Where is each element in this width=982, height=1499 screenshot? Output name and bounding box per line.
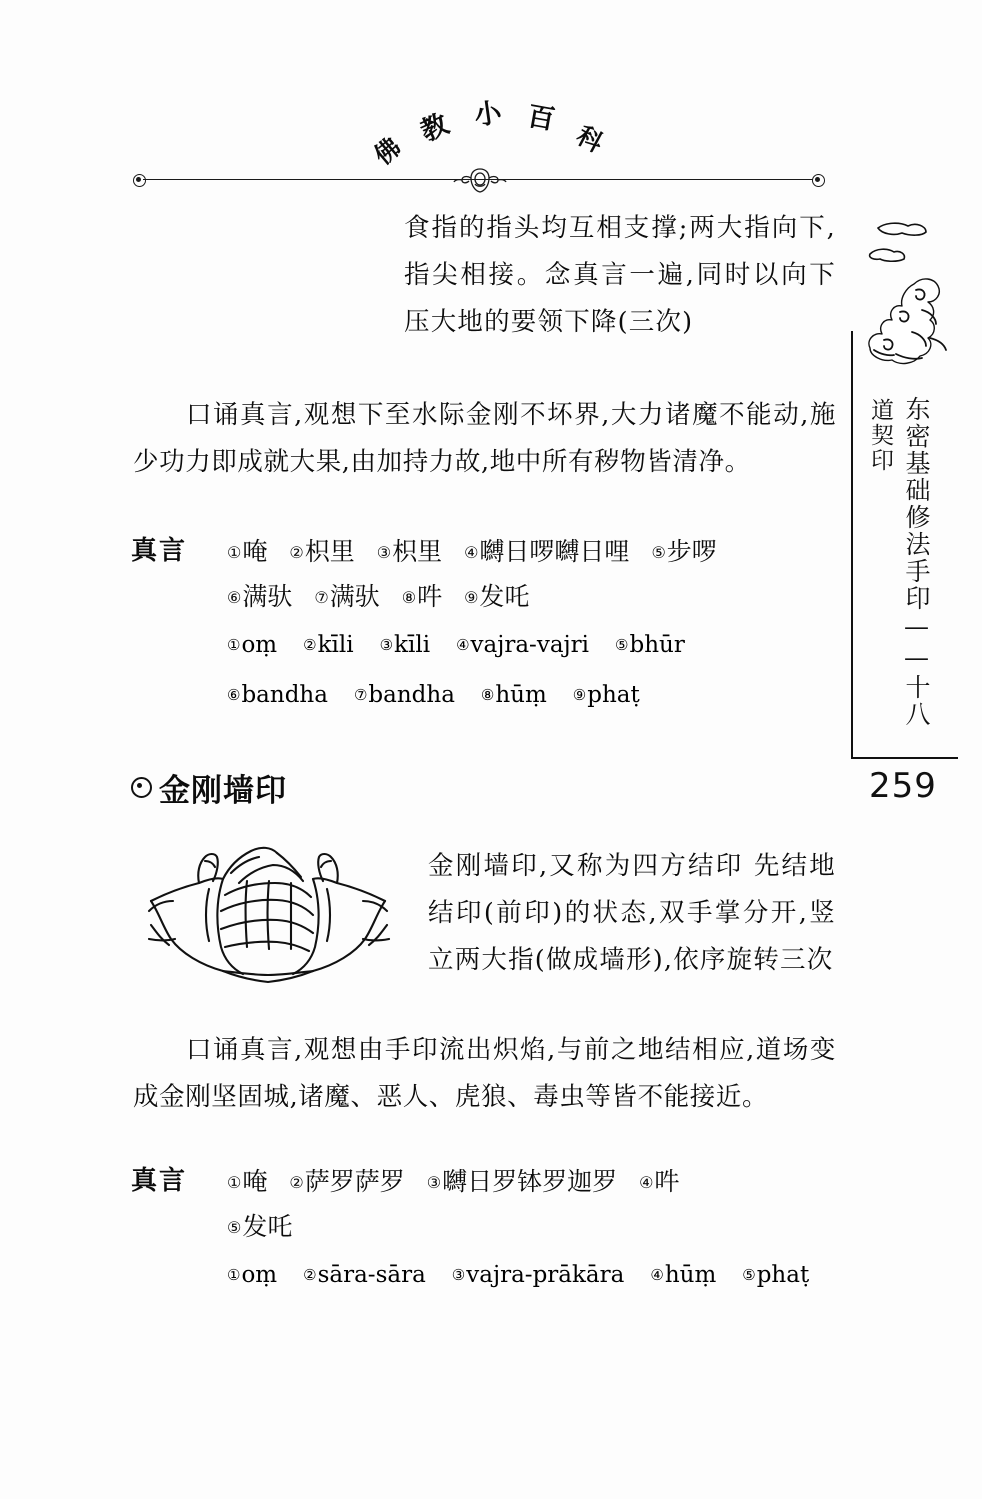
mantra-item-text: 满驮 — [329, 582, 380, 611]
mantra-item-text: 萨罗萨罗 — [304, 1167, 405, 1196]
mantra-cjk-row — [227, 1205, 841, 1250]
mantra-item-number: ② — [303, 636, 317, 654]
mantra-item-text: vajra-prākāra — [466, 1262, 625, 1288]
mantra-item-number: ④ — [456, 636, 470, 654]
mantra-item — [427, 1160, 617, 1205]
mantra-item-number: ⑤ — [615, 636, 629, 654]
mantra-item-text: phaṭ — [756, 1262, 810, 1288]
body-paragraph-2 — [133, 1027, 836, 1121]
mantra-item-number: ③ — [376, 543, 392, 562]
mantra-item-number: ③ — [379, 636, 394, 654]
header-char-2: 教 — [416, 108, 454, 148]
mantra-item-text: sāra-sāra — [317, 1262, 426, 1288]
mantra-item — [651, 530, 716, 575]
mantra-item-text: kīli — [317, 632, 354, 658]
mantra-item-text: 枳里 — [392, 537, 443, 566]
body-paragraph-1-text: 口诵真言,观想下至水际金刚不坏界,大力诸魔不能动,施少功力即成就大果,由加持力故,地中所有秽物皆清净。 — [133, 400, 836, 477]
mantra-label-2: 真言 — [131, 1166, 188, 1196]
mantra-item-text: 吽 — [417, 582, 443, 611]
mantra-item-number: ② — [303, 1266, 317, 1284]
mantra-item-text: 步啰 — [666, 537, 717, 566]
body-paragraph-2-text: 口诵真言,观想由手印流出炽焰,与前之地结相应,道场变成金刚坚固城,诸魔、恶人、虎狼、毒虫等皆不能接近。 — [133, 1035, 836, 1112]
mantra-latin-row — [227, 670, 841, 720]
mantra-item-number: ⑥ — [227, 588, 242, 607]
mantra-cjk-row — [227, 575, 841, 620]
mantra-item — [303, 620, 353, 670]
sidebar-horizontal-rule — [851, 757, 958, 759]
mantra-item — [227, 530, 267, 575]
mantra-item-number: ⑤ — [651, 543, 666, 562]
divider-cap-left — [133, 174, 146, 187]
mantra-item — [227, 670, 328, 720]
mantra-item-text: kīli — [394, 632, 431, 658]
mantra-item-number: ⑤ — [742, 1266, 756, 1284]
mantra-latin-row — [227, 1250, 841, 1300]
bullseye-icon — [131, 777, 152, 798]
mantra-item-number: ⑦ — [314, 588, 329, 607]
mantra-cjk-row — [227, 1160, 841, 1205]
mantra-label-1: 真言 — [131, 536, 188, 566]
mantra-item-text: phaṭ — [587, 682, 640, 708]
mantra-item-number: ② — [289, 543, 304, 562]
mantra-block-1 — [131, 530, 841, 720]
header-char-3: 小 — [472, 97, 504, 132]
mantra-item — [452, 1250, 625, 1300]
mantra-item-text: bandha — [368, 682, 455, 708]
mantra-item — [314, 575, 379, 620]
mantra-item — [227, 620, 277, 670]
page-header-title — [368, 88, 640, 174]
mantra-item-text: 发吒 — [479, 582, 530, 611]
mantra-item — [227, 575, 292, 620]
section-heading — [131, 765, 287, 810]
sidebar-running-title: 东密基础修法手印——十八 — [902, 396, 931, 728]
mantra-item — [615, 620, 685, 670]
mantra-item-number: ⑨ — [572, 686, 587, 704]
header-char-5: 科 — [571, 120, 608, 158]
mantra-item — [650, 1250, 716, 1300]
mantra-item — [464, 530, 629, 575]
floral-ornament-icon — [450, 165, 510, 195]
mantra-item-number: ② — [289, 1173, 304, 1192]
mantra-item-text: 吽 — [654, 1167, 680, 1196]
mantra-item-text: hūṃ — [495, 682, 547, 708]
intro-paragraph-2: 金刚墙印,又称为四方结印 先结地结印(前印)的状态,双手掌分开,竖立两大指(做成墙形),依序旋转三次 — [428, 851, 836, 975]
cloud-dragon-ornament-icon — [856, 214, 964, 384]
mantra-item — [742, 1250, 809, 1300]
mantra-item-number: ④ — [639, 1173, 654, 1192]
section-heading-text: 金刚墙印 — [159, 773, 287, 809]
divider-cap-right — [812, 174, 825, 187]
mantra-item — [377, 530, 442, 575]
mantra-item-number: ⑦ — [353, 686, 368, 704]
sidebar-vertical-rule — [851, 331, 853, 759]
mantra-item — [354, 670, 455, 720]
mantra-item-number: ③ — [426, 1173, 442, 1192]
mantra-item — [289, 530, 354, 575]
sidebar-running-subtitle: 道契印 — [867, 398, 893, 473]
mantra-item-text: 枳里 — [304, 537, 355, 566]
mantra-item-number: ④ — [464, 543, 479, 562]
mantra-item-number: ① — [227, 636, 241, 654]
mantra-item — [227, 1250, 277, 1300]
mantra-item — [303, 1250, 426, 1300]
mantra-item-text: 唵 — [242, 1167, 268, 1196]
mantra-item-text: oṃ — [241, 1262, 278, 1288]
mantra-item — [289, 1160, 404, 1205]
mantra-item — [464, 575, 529, 620]
mantra-item-text: vajra-vajri — [470, 632, 590, 658]
mantra-item-text: bandha — [241, 682, 328, 708]
mantra-item-text: 满驮 — [242, 582, 293, 611]
mantra-rows-1 — [227, 530, 841, 720]
header-char-1: 佛 — [368, 132, 407, 171]
mantra-item — [227, 1205, 292, 1250]
header-char-4: 百 — [524, 100, 557, 137]
page-number: 259 — [869, 766, 937, 806]
mantra-item — [402, 575, 442, 620]
header-divider — [133, 167, 823, 193]
mantra-item-text: 嚩日罗钵罗迦罗 — [442, 1167, 618, 1196]
mantra-item — [573, 670, 640, 720]
mantra-rows-2 — [227, 1160, 841, 1300]
mantra-item-number: ① — [227, 1173, 242, 1192]
mantra-item — [456, 620, 589, 670]
mantra-item-number: ⑧ — [480, 686, 495, 704]
mantra-item-text: bhūr — [629, 632, 685, 658]
mantra-item-number: ① — [227, 1266, 241, 1284]
mantra-item-number: ① — [227, 543, 242, 562]
mantra-item-number: ③ — [451, 1266, 466, 1284]
mantra-item-number: ⑤ — [227, 1218, 242, 1237]
intro-paragraph-1: 食指的指头均互相支撑;两大指向下,指尖相接。念真言一遍,同时以向下压大地的要领下降(三次) — [404, 213, 836, 337]
mantra-item — [380, 620, 430, 670]
mantra-item-text: oṃ — [241, 632, 278, 658]
mantra-cjk-row — [227, 530, 841, 575]
mantra-item — [481, 670, 547, 720]
mantra-item-text: 唵 — [242, 537, 268, 566]
mantra-latin-row — [227, 620, 841, 670]
mantra-item-number: ⑨ — [464, 588, 479, 607]
mantra-item — [639, 1160, 679, 1205]
mantra-item-text: hūṃ — [664, 1262, 717, 1288]
mantra-item-number: ④ — [650, 1266, 664, 1284]
mantra-item-number: ⑧ — [401, 588, 417, 607]
mantra-block-2 — [131, 1160, 841, 1300]
mantra-item-number: ⑥ — [227, 686, 241, 704]
mudra-hands-illustration — [143, 843, 393, 1003]
mantra-item-text: 发吒 — [242, 1212, 293, 1241]
mantra-item — [227, 1160, 267, 1205]
body-paragraph-1 — [133, 392, 836, 486]
mantra-item-text: 嚩日啰嚩日哩 — [479, 537, 630, 566]
